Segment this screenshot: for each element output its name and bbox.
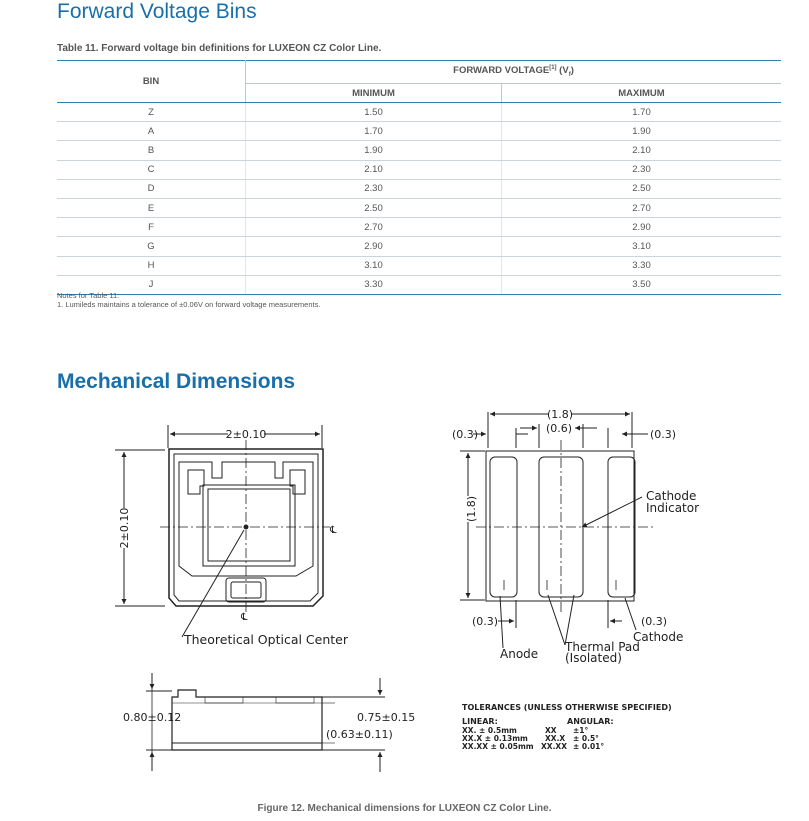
cell-minimum: 2.70 <box>246 218 502 237</box>
cell-minimum: 3.30 <box>246 275 502 294</box>
linear-tol-3: XX.XX ± 0.05mm <box>462 742 534 751</box>
dim-pad-height: (1.8) <box>465 495 478 523</box>
linear-tol-1: XX. ± 0.5mm <box>462 726 517 735</box>
dim-pad-pitch: (1.8) <box>546 408 574 421</box>
table-row <box>57 256 781 275</box>
dim-left-height: 2±0.10 <box>118 507 131 549</box>
table-caption: Table 11. Forward voltage bin definitions for LUXEON CZ Color Line. <box>57 43 382 54</box>
table-row <box>57 218 781 237</box>
centerline-symbol-right: ℄ <box>330 525 337 536</box>
angular-tol-3b: ± 0.01° <box>573 742 605 751</box>
dim-pad-gap-left: (0.3) <box>452 428 479 441</box>
note-item: 1. Lumileds maintains a tolerance of ±0.06V on forward voltage measurements. <box>57 300 321 309</box>
top-view <box>115 425 330 637</box>
cell-minimum: 1.90 <box>246 141 502 160</box>
col-header-forward-voltage: FORWARD VOLTAGE[1] $(V_f)$ <box>246 61 782 84</box>
cell-maximum: 1.70 <box>502 103 782 122</box>
table-row <box>57 122 781 141</box>
cell-bin: F <box>57 218 246 237</box>
cell-minimum: 2.30 <box>246 179 502 198</box>
dim-pad-gap-right: (0.3) <box>650 428 677 441</box>
table-row <box>57 198 781 217</box>
cell-minimum: 1.50 <box>246 103 502 122</box>
angular-tol-2a: XX.X <box>545 734 566 743</box>
forward-voltage-table <box>57 60 781 295</box>
dim-bottom-gap-left: (0.3) <box>472 615 499 628</box>
table-row <box>57 141 781 160</box>
cell-bin: H <box>57 256 246 275</box>
table-row <box>57 160 781 179</box>
label-thermal-pad-1: Thermal Pad <box>565 640 640 654</box>
label-thermal-pad-2: (Isolated) <box>565 651 622 665</box>
cell-maximum: 2.10 <box>502 141 782 160</box>
label-cathode-indicator-2: Indicator <box>646 501 700 515</box>
angular-label: ANGULAR: <box>567 717 614 726</box>
footnote-ref: [1] <box>549 65 557 72</box>
tolerances-title: TOLERANCES (UNLESS OTHERWISE SPECIFIED) <box>462 703 672 712</box>
col-header-minimum: MINIMUM <box>246 84 502 103</box>
cell-bin: C <box>57 160 246 179</box>
cell-maximum: 2.30 <box>502 160 782 179</box>
label-cathode: Cathode <box>633 630 684 644</box>
col-header-bin: BIN <box>57 61 246 103</box>
cell-minimum: 2.50 <box>246 198 502 217</box>
cell-minimum: 2.90 <box>246 237 502 256</box>
cell-minimum: 3.10 <box>246 256 502 275</box>
cell-maximum: 1.90 <box>502 122 782 141</box>
col-header-maximum: MAXIMUM <box>502 84 782 103</box>
angular-tol-1b: ±1° <box>573 726 589 735</box>
label-optical-center: Theoretical Optical Center <box>184 632 349 647</box>
cell-maximum: 2.90 <box>502 218 782 237</box>
dim-pad-center-width: (0.6) <box>545 422 573 435</box>
cell-minimum: 1.70 <box>246 122 502 141</box>
table-notes <box>57 291 320 309</box>
cell-maximum: 2.50 <box>502 179 782 198</box>
side-view <box>146 673 385 772</box>
table-row <box>57 103 781 122</box>
angular-tol-3a: XX.XX <box>541 742 567 751</box>
cell-minimum: 2.10 <box>246 160 502 179</box>
cell-bin: E <box>57 198 246 217</box>
angular-tol-1a: XX <box>545 726 557 735</box>
angular-tol-2b: ± 0.5° <box>573 734 599 743</box>
table-row <box>57 179 781 198</box>
centerline-symbol-bottom: ℄ <box>241 612 248 623</box>
section-heading-mechanical-dimensions: Mechanical Dimensions <box>57 370 296 393</box>
table-row <box>57 237 781 256</box>
section-heading-forward-voltage-bins: Forward Voltage Bins <box>57 0 257 23</box>
cell-bin: G <box>57 237 246 256</box>
cell-bin: J <box>57 275 246 294</box>
label-cathode-indicator-1: Cathode <box>646 489 697 503</box>
label-anode: Anode <box>500 647 539 661</box>
cell-maximum: 2.70 <box>502 198 782 217</box>
dim-bottom-gap-right: (0.3) <box>641 615 668 628</box>
cell-bin: D <box>57 179 246 198</box>
pad-view <box>460 412 654 648</box>
dim-side-total-height: 0.80±0.12 <box>123 711 182 724</box>
dim-side-inner-height: (0.63±0.11) <box>326 728 393 741</box>
cell-maximum: 3.30 <box>502 256 782 275</box>
linear-label: LINEAR: <box>462 717 498 726</box>
cell-maximum: 3.50 <box>502 275 782 294</box>
cell-bin: Z <box>57 103 246 122</box>
tolerances-block <box>462 703 672 751</box>
figure-caption: Figure 12. Mechanical dimensions for LUXEON CZ Color Line. <box>257 803 552 814</box>
dim-side-body-height: 0.75±0.15 <box>357 711 416 724</box>
dim-top-width: 2±0.10 <box>225 428 267 441</box>
cell-bin: B <box>57 141 246 160</box>
cell-maximum: 3.10 <box>502 237 782 256</box>
linear-tol-2: XX.X ± 0.13mm <box>462 734 528 743</box>
notes-title: Notes for Table 11: <box>57 291 120 300</box>
cell-bin: A <box>57 122 246 141</box>
